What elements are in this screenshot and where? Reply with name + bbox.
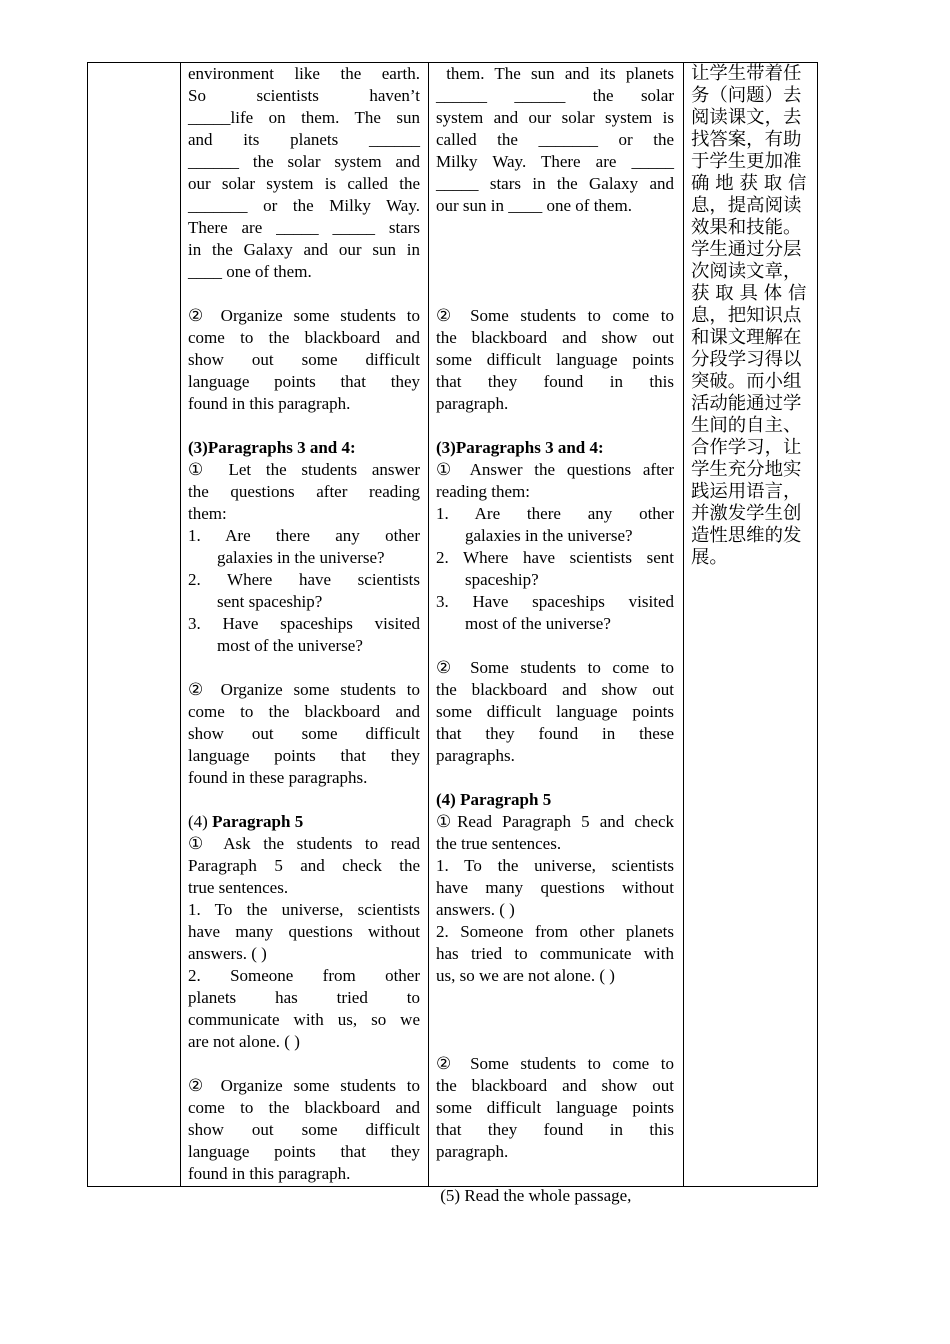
- section-heading: (3)Paragraphs 3 and 4:: [188, 438, 356, 457]
- text-line: (5) Read the whole passage,: [436, 1186, 632, 1205]
- design-intent-column: [691, 63, 814, 569]
- text-line: There are _____ _____ stars: [188, 218, 420, 237]
- text-line: them. The sun and its planets: [436, 64, 674, 83]
- text-line: our sun in ____ one of them.: [436, 196, 632, 215]
- question-line: 1. Are there any other: [436, 504, 674, 523]
- text-line: language points that they: [188, 1142, 420, 1161]
- text-line: ① Answer the questions after: [436, 460, 674, 479]
- text-line: reading them:: [436, 482, 530, 501]
- question-line: spaceship?: [465, 570, 539, 589]
- text-line: 学生通过分层: [691, 239, 802, 260]
- section-heading: [188, 811, 420, 833]
- text-line: ______ ______ the solar: [436, 86, 674, 105]
- text-line: found in this paragraph.: [188, 1164, 351, 1183]
- text-line: communicate with us, so we: [188, 1010, 420, 1029]
- text-line: 务（问题）去: [691, 85, 802, 106]
- text-line: ② Some students to come to: [436, 1054, 674, 1073]
- text-line: 展。: [691, 547, 728, 568]
- text-line: ① Let the students answer: [188, 460, 420, 479]
- text-line: 践运用语言，: [691, 481, 802, 502]
- text-line: the true sentences.: [436, 834, 562, 853]
- text-line: 2. Someone from other planets: [436, 922, 674, 941]
- text-line: ② Organize some students to: [188, 306, 420, 325]
- text-line: answers. ( ): [188, 944, 267, 963]
- text-line: ____ one of them.: [188, 262, 312, 281]
- text-line: the blackboard and show out: [436, 1076, 674, 1095]
- question-line: 3. Have spaceships visited: [436, 592, 674, 611]
- question-line: 1. Are there any other: [188, 526, 420, 545]
- text-line: paragraphs.: [436, 746, 515, 765]
- text-line: ② Organize some students to: [188, 1076, 420, 1095]
- text-line: 让学生带着任: [691, 63, 802, 84]
- text-line: paragraph.: [436, 1142, 509, 1161]
- text-line: 和课文理解在: [691, 327, 802, 348]
- question-line: 2. Where have scientists sent: [436, 548, 674, 567]
- text-line: 2. Someone from other: [188, 966, 420, 985]
- text-line: 找答案，有助: [691, 129, 802, 150]
- text-line: language points that they: [188, 372, 420, 391]
- text-line: in the Galaxy and our sun in: [188, 240, 420, 259]
- text-line: found in this paragraph.: [188, 394, 351, 413]
- text-line: _____ stars in the Galaxy and: [436, 174, 674, 193]
- text-line: our solar system is called the: [188, 174, 420, 193]
- text-line: show out some difficult: [188, 724, 420, 743]
- text-line: 息，把知识点: [691, 305, 802, 326]
- text-line: some difficult language points: [436, 702, 674, 721]
- text-line: 活动能通过学: [691, 393, 802, 414]
- text-line: the blackboard and show out: [436, 328, 674, 347]
- text-line: 学生充分地实: [691, 459, 802, 480]
- section-heading: (4) Paragraph 5: [436, 790, 552, 809]
- text-line: ①Read Paragraph 5 and check: [436, 812, 674, 831]
- text-line: _____life on them. The sun: [188, 108, 420, 127]
- question-line: galaxies in the universe?: [465, 526, 633, 545]
- column-divider: [683, 63, 684, 1186]
- text-line: 于学生更加准: [691, 151, 802, 172]
- section-heading: (3)Paragraphs 3 and 4:: [436, 438, 604, 457]
- text-line: true sentences.: [188, 878, 289, 897]
- text-line: So scientists haven’t: [188, 86, 420, 105]
- text-line: that they found in this: [436, 1120, 674, 1139]
- text-line: found in these paragraphs.: [188, 768, 368, 787]
- text-line: paragraph.: [436, 394, 509, 413]
- text-line: 生间的自主、: [691, 415, 802, 436]
- text-line: have many questions without: [436, 878, 674, 897]
- text-line: _______ or the Milky Way.: [188, 196, 420, 215]
- text-line: the questions after reading: [188, 482, 420, 501]
- text-line: 1. To the universe, scientists: [188, 900, 420, 919]
- text-line: and its planets ______: [188, 130, 420, 149]
- text-line: show out some difficult: [188, 1120, 420, 1139]
- text-line: 获 取 具 体 信: [691, 283, 807, 304]
- text-line: system and our solar system is: [436, 108, 674, 127]
- question-line: most of the universe?: [217, 636, 363, 655]
- text-line: environment like the earth.: [188, 64, 420, 83]
- text-line: answers. ( ): [436, 900, 515, 919]
- text-line: ② Some students to come to: [436, 306, 674, 325]
- section-prefix: (4): [188, 812, 213, 831]
- text-line: Paragraph 5 and check the: [188, 856, 420, 875]
- text-line: language points that they: [188, 746, 420, 765]
- text-line: has tried to communicate with: [436, 944, 674, 963]
- teacher-activity-column: [188, 63, 420, 1185]
- text-line: planets has tried to: [188, 988, 420, 1007]
- text-line: some difficult language points: [436, 1098, 674, 1117]
- text-line: come to the blackboard and: [188, 328, 420, 347]
- text-line: the blackboard and show out: [436, 680, 674, 699]
- question-line: sent spaceship?: [217, 592, 323, 611]
- text-line: 分段学习得以: [691, 349, 802, 370]
- text-line: come to the blackboard and: [188, 702, 420, 721]
- text-line: ② Organize some students to: [188, 680, 420, 699]
- section-title: Paragraph 5: [212, 812, 304, 831]
- text-line: that they found in this: [436, 372, 674, 391]
- text-line: some difficult language points: [436, 350, 674, 369]
- text-line: come to the blackboard and: [188, 1098, 420, 1117]
- question-line: 3. Have spaceships visited: [188, 614, 420, 633]
- lesson-plan-table: [87, 62, 818, 1205]
- text-line: 1. To the universe, scientists: [436, 856, 674, 875]
- text-line: have many questions without: [188, 922, 420, 941]
- text-line: 并激发学生创: [691, 503, 802, 524]
- text-line: called the _______ or the: [436, 130, 674, 149]
- text-line: 阅读课文，去: [691, 107, 802, 128]
- question-line: most of the universe?: [465, 614, 611, 633]
- text-line: 合作学习，让: [691, 437, 802, 458]
- text-line: 效果和技能。: [691, 217, 802, 238]
- question-line: galaxies in the universe?: [217, 548, 385, 567]
- text-line: show out some difficult: [188, 350, 420, 369]
- text-line: 突破。而小组: [691, 371, 802, 392]
- text-line: us, so we are not alone. ( ): [436, 966, 615, 985]
- text-line: are not alone. ( ): [188, 1032, 300, 1051]
- text-line: ______ the solar system and: [188, 152, 420, 171]
- question-line: 2. Where have scientists: [188, 570, 420, 589]
- text-line: them:: [188, 504, 227, 523]
- column-divider: [428, 63, 429, 1186]
- text-line: 息，提高阅读: [691, 195, 802, 216]
- student-activity-column: [436, 63, 674, 1207]
- text-line: ② Some students to come to: [436, 658, 674, 677]
- text-line: ① Ask the students to read: [188, 834, 420, 853]
- text-line: Milky Way. There are _____: [436, 152, 674, 171]
- text-line: 确 地 获 取 信: [691, 173, 807, 194]
- text-line: that they found in these: [436, 724, 674, 743]
- text-line: 造性思维的发: [691, 525, 802, 546]
- column-divider: [180, 63, 181, 1186]
- text-line: 次阅读文章，: [691, 261, 802, 282]
